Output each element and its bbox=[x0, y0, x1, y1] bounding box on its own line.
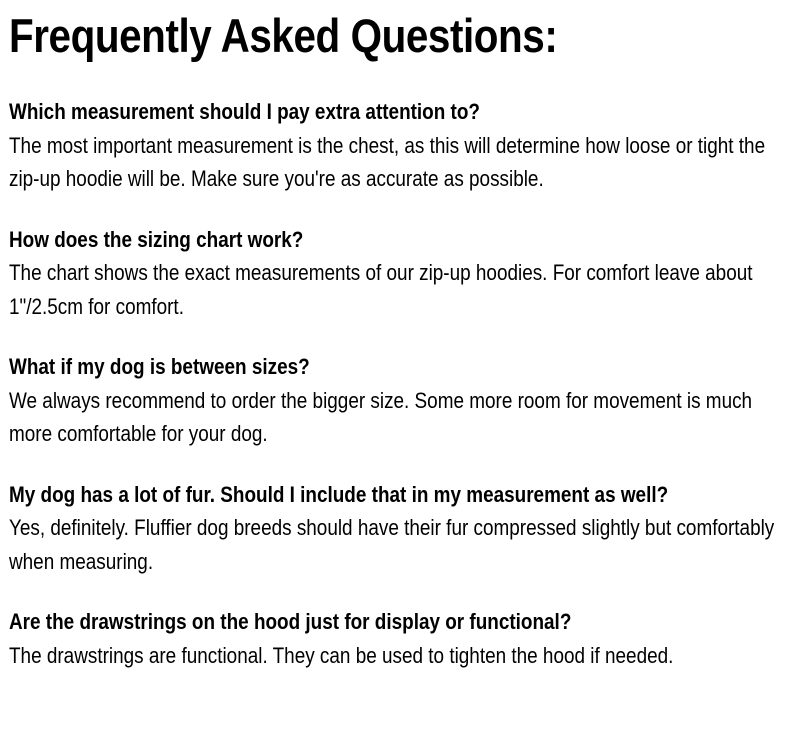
faq-item bbox=[9, 478, 791, 579]
faq-item bbox=[9, 95, 791, 196]
faq-item bbox=[9, 605, 791, 672]
faq-answer: The chart shows the exact measurements of our zip-up hoodies. For comfort leave about 1"/2.5cm for comfort. bbox=[9, 260, 753, 319]
faq-answer: The most important measurement is the chest, as this will determine how loose or tight the zip-up hoodie will be. Make sure you're as accurate as possible. bbox=[9, 132, 766, 191]
faq-question: What if my dog is between sizes? bbox=[9, 354, 310, 379]
faq-list bbox=[9, 95, 791, 699]
faq-answer: Yes, definitely. Fluffier dog breeds should have their fur compressed slightly but comfortably when measuring. bbox=[9, 515, 775, 574]
faq-item bbox=[9, 223, 791, 324]
faq-question: My dog has a lot of fur. Should I include that in my measurement as well? bbox=[9, 481, 669, 507]
faq-answer: The drawstrings are functional. They can be used to tighten the hood if needed. bbox=[9, 642, 674, 668]
faq-answer: We always recommend to order the bigger size. Some more room for movement is much more comfortable for your dog. bbox=[9, 387, 753, 446]
faq-item bbox=[9, 350, 791, 451]
faq-question: Are the drawstrings on the hood just for display or functional? bbox=[9, 609, 572, 634]
faq-question: How does the sizing chart work? bbox=[9, 226, 304, 252]
faq-question: Which measurement should I pay extra attention to? bbox=[9, 99, 480, 124]
faq-page bbox=[9, 0, 791, 668]
page-title: Frequently Asked Questions: bbox=[9, 9, 558, 62]
